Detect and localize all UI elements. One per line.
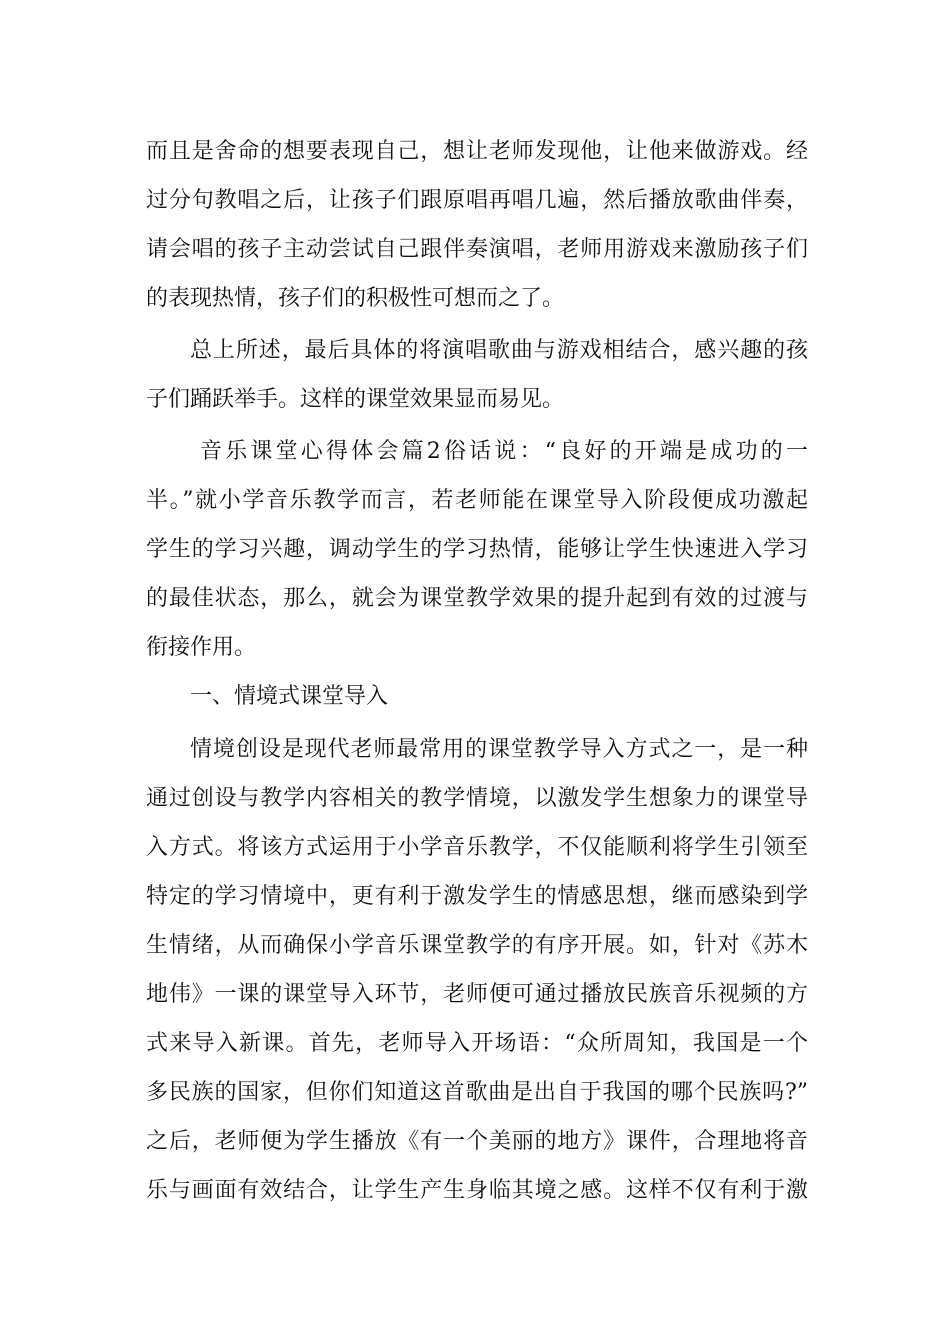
text-line: 地伟》一课的课堂导入环节，老师便可通过播放民族音乐视频的方 — [146, 982, 808, 1007]
text-line: 之后，老师便为学生播放《有一个美丽的地方》课件，合理地将音 — [146, 1129, 808, 1154]
subheading: 一、情境式课堂导入 — [190, 684, 389, 709]
text-line: 多民族的国家，但你们知道这首歌曲是出自于我国的哪个民族吗?” — [146, 1080, 808, 1105]
text-line: 入方式。将该方式运用于小学音乐教学，不仅能顺利将学生引领至 — [146, 835, 808, 860]
text-line: 子们踊跃举手。这样的课堂效果显而易见。 — [146, 387, 565, 412]
text-line: 式来导入新课。首先，老师导入开场语：“众所周知，我国是一个 — [146, 1031, 808, 1056]
text-line: 学生的学习兴趣，调动学生的学习热情，能够让学生快速进入学习 — [146, 537, 808, 562]
text-line: 情境创设是现代老师最常用的课堂教学导入方式之一，是一种 — [190, 737, 808, 762]
text-line: 而且是舍命的想要表现自己，想让老师发现他，让他来做游戏。经 — [146, 139, 808, 164]
text-line: 的最佳状态，那么，就会为课堂教学效果的提升起到有效的过渡与 — [146, 586, 808, 611]
section-heading-line: 音乐课堂心得体会篇2俗话说：“良好的开端是成功的一 — [200, 439, 808, 464]
text-line: 通过创设与教学内容相关的教学情境，以激发学生想象力的课堂导 — [146, 786, 808, 811]
text-line: 乐与画面有效结合，让学生产生身临其境之感。这样不仅有利于激 — [146, 1178, 808, 1203]
text-line: 半。”就小学音乐教学而言，若老师能在课堂导入阶段便成功激起 — [146, 488, 808, 513]
text-line: 总上所述，最后具体的将演唱歌曲与游戏相结合，感兴趣的孩 — [190, 338, 808, 363]
text-line: 特定的学习情境中，更有利于激发学生的情感思想，继而感染到学 — [146, 884, 808, 909]
text-line: 过分句教唱之后，让孩子们跟原唱再唱几遍，然后播放歌曲伴奏， — [146, 188, 808, 213]
text-line: 衔接作用。 — [146, 635, 257, 660]
text-line: 的表现热情，孩子们的积极性可想而之了。 — [146, 286, 565, 311]
text-line: 生情绪，从而确保小学音乐课堂教学的有序开展。如，针对《苏木 — [146, 933, 808, 958]
text-line: 请会唱的孩子主动尝试自己跟伴奏演唱，老师用游戏来激励孩子们 — [146, 237, 808, 262]
